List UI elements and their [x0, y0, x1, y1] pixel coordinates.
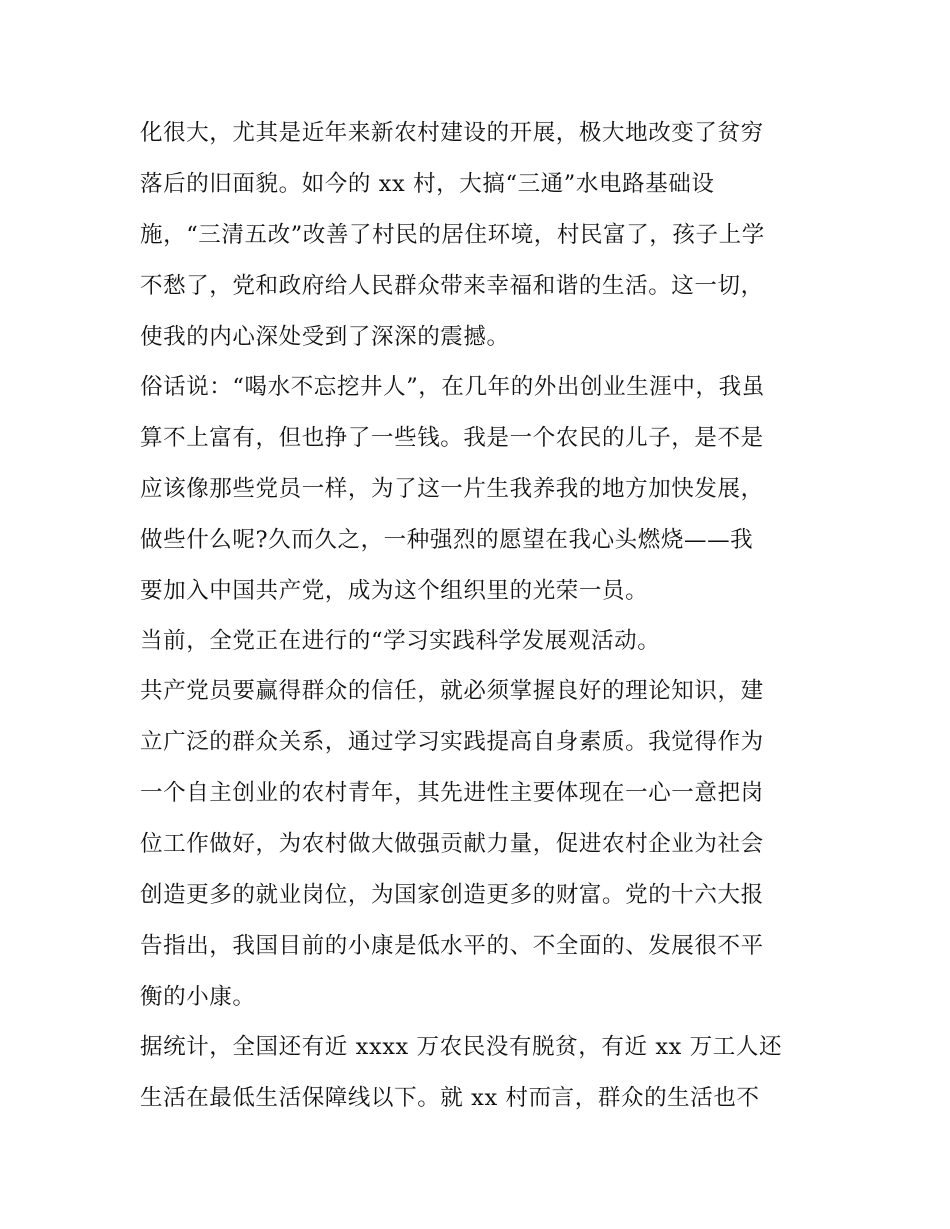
text-line-20: 生活在最低生活保障线以下。就 xx 村而言，群众的生活也不	[140, 1085, 760, 1111]
text-line-10: 要加入中国共产党，成为这个组织里的光荣一员。	[140, 578, 649, 604]
text-line-11: 当前，全党正在进行的“学习实践科学发展观活动。	[140, 628, 661, 654]
text-line-2: 落后的旧面貌。如今的 xx 村，大搞“三通”水电路基础设	[140, 171, 715, 197]
text-line-8: 应该像那些党员一样，为了这一片生我养我的地方加快发展，	[140, 476, 764, 502]
text-line-6: 俗话说：“喝水不忘挖井人”，在几年的外出创业生涯中，我虽	[140, 374, 765, 400]
text-line-5: 使我的内心深处受到了深深的震撼。	[140, 324, 510, 350]
text-line-16: 创造更多的就业岗位，为国家创造更多的财富。党的十六大报	[140, 882, 764, 908]
text-line-15: 位工作做好，为农村做大做强贡献力量，促进农村企业为社会	[140, 831, 764, 857]
text-line-17: 告指出，我国目前的小康是低水平的、不全面的、发展很不平	[140, 933, 764, 959]
body-text	[140, 108, 820, 1124]
text-line-14: 一个自主创业的农村青年，其先进性主要体现在一心一意把岗	[140, 780, 764, 806]
text-line-7: 算不上富有，但也挣了一些钱。我是一个农民的儿子，是不是	[140, 425, 764, 451]
text-line-9: 做些什么呢?久而久之，一种强烈的愿望在我心头燃烧——我	[140, 527, 754, 553]
text-line-19: 据统计，全国还有近 xxxx 万农民没有脱贫，有近 xx 万工人还	[140, 1034, 783, 1060]
text-line-13: 立广泛的群众关系，通过学习实践提高自身素质。我觉得作为	[140, 729, 764, 755]
text-line-4: 不愁了，党和政府给人民群众带来幸福和谐的生活。这一切，	[140, 273, 764, 299]
text-line-1: 化很大，尤其是近年来新农村建设的开展，极大地改变了贫穷	[140, 120, 764, 146]
text-line-3: 施，“三清五改”改善了村民的居住环境，村民富了，孩子上学	[140, 222, 765, 248]
text-line-12: 共产党员要赢得群众的信任，就必须掌握良好的理论知识，建	[140, 678, 764, 704]
text-line-18: 衡的小康。	[140, 984, 256, 1010]
